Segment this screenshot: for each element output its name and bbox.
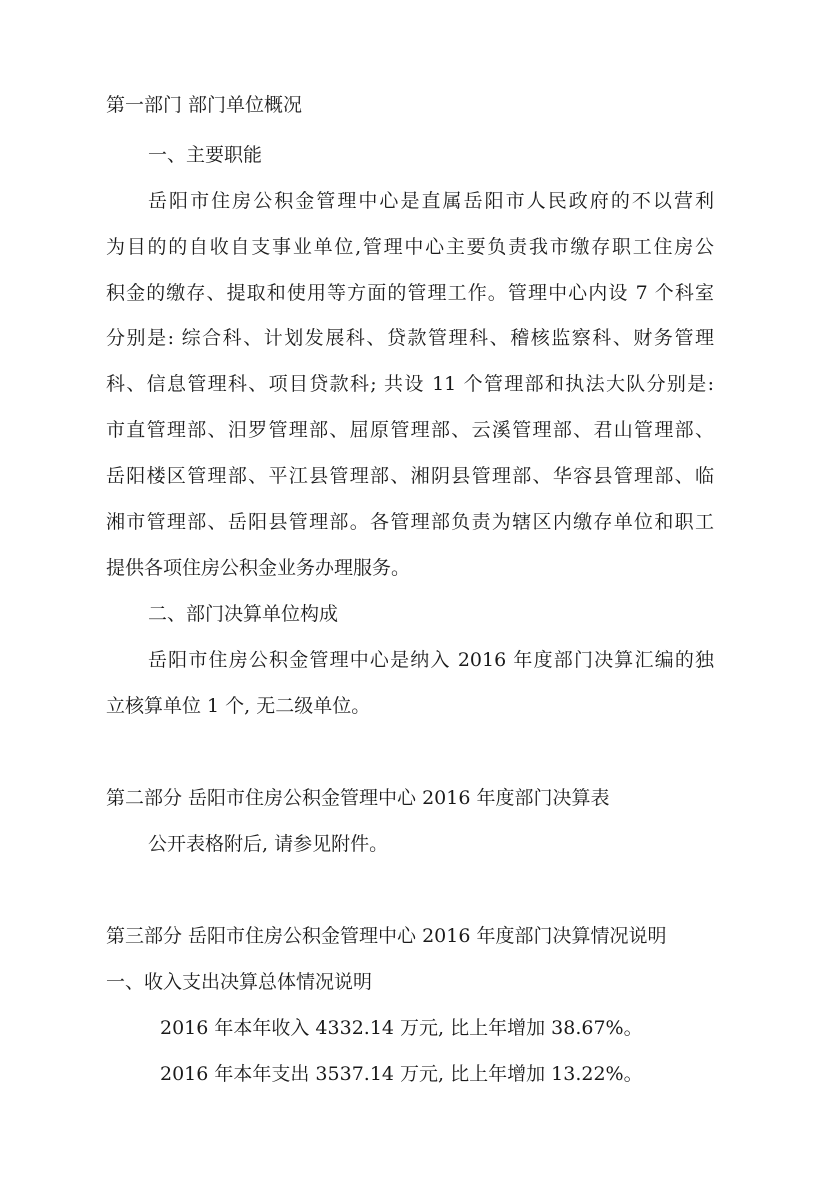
paragraph-line: 岳阳市住房公积金管理中心是纳入 2016 年度部门决算汇编的独 [148,649,714,671]
expense-statement: 2016 年本年支出 3537.14 万元, 比上年增加 13.22%。 [160,1063,643,1085]
part2-body: 公开表格附后, 请参见附件。 [148,833,389,855]
paragraph-line: 立核算单位 1 个, 无二级单位。 [106,695,371,717]
part2-title: 第二部分 岳阳市住房公积金管理中心 2016 年度部门决算表 [106,787,610,809]
income-statement: 2016 年本年收入 4332.14 万元, 比上年增加 38.67%。 [160,1017,643,1039]
paragraph-line: 岳阳市住房公积金管理中心是直属岳阳市人民政府的不以营利 [148,190,714,212]
paragraph-line: 市直管理部、汨罗管理部、屈原管理部、云溪管理部、君山管理部、 [106,419,714,441]
paragraph-line: 为目的的自收自支事业单位,管理中心主要负责我市缴存职工住房公 [106,236,714,258]
paragraph-line: 岳阳楼区管理部、平江县管理部、湘阴县管理部、华容县管理部、临 [106,465,714,487]
paragraph-line: 提供各项住房公积金业务办理服务。 [106,557,411,579]
part1-title: 第一部门 部门单位概况 [106,94,303,116]
part3-title: 第三部分 岳阳市住房公积金管理中心 2016 年度部门决算情况说明 [106,925,667,947]
section-heading-unit-composition: 二、部门决算单位构成 [148,603,339,625]
paragraph-line: 分别是: 综合科、计划发展科、贷款管理科、稽核监察科、财务管理 [106,327,714,349]
paragraph-line: 积金的缴存、提取和使用等方面的管理工作。管理中心内设 7 个科室 [106,282,714,304]
section-heading-main-functions: 一、主要职能 [148,144,263,166]
section-heading-income-expense: 一、收入支出决算总体情况说明 [106,971,373,993]
paragraph-line: 科、信息管理科、项目贷款科; 共设 11 个管理部和执法大队分别是: [106,373,714,395]
paragraph-line: 湘市管理部、岳阳县管理部。各管理部负责为辖区内缴存单位和职工 [106,511,714,533]
